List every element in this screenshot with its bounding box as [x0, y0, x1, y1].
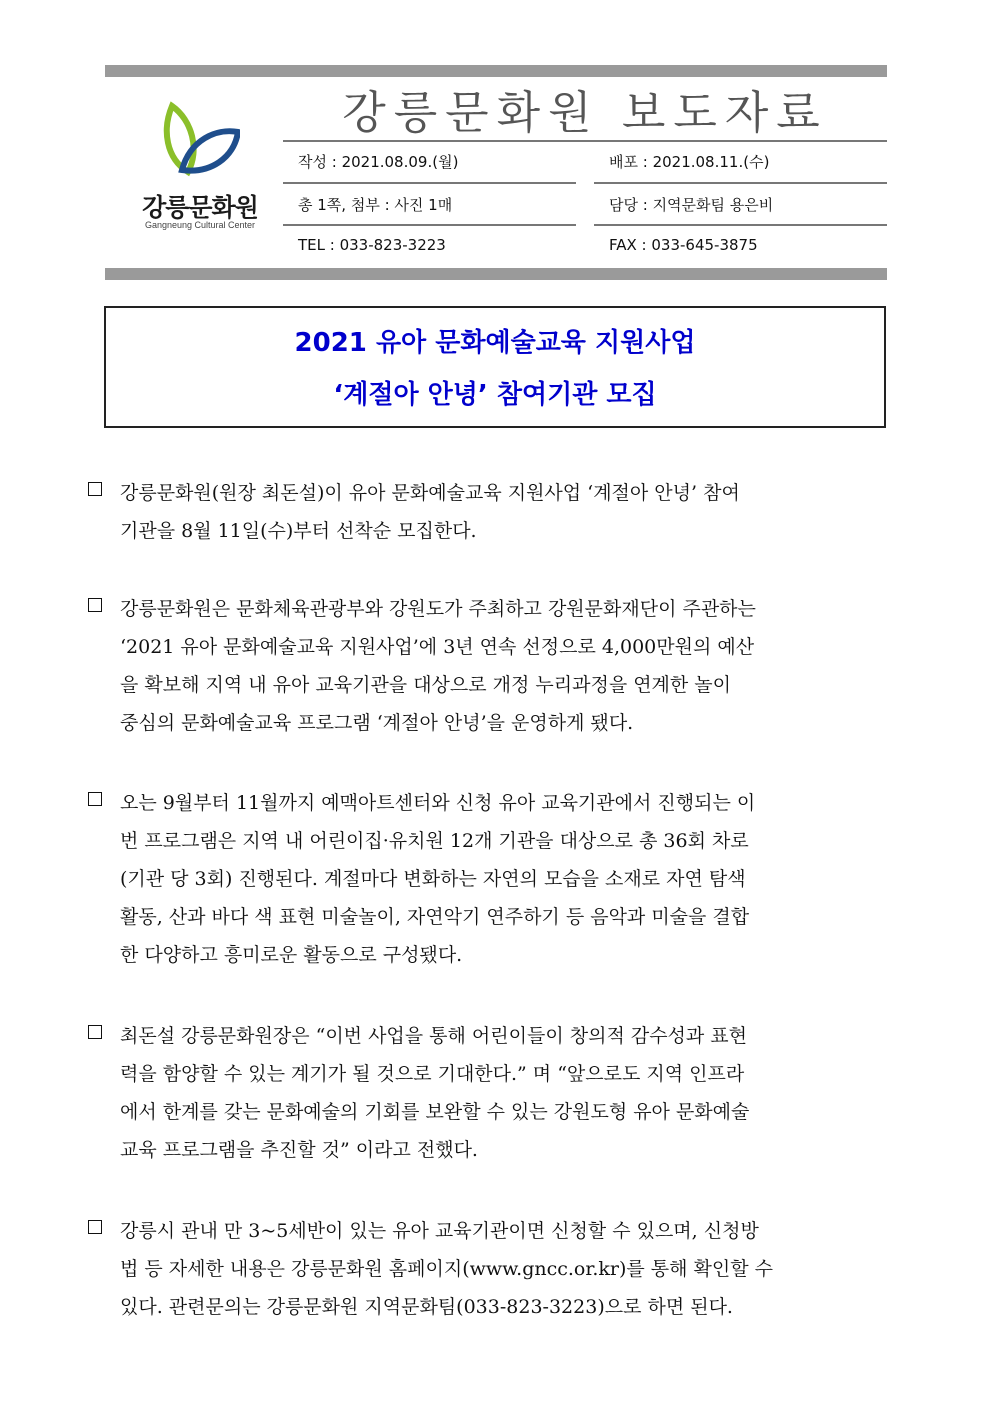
paragraph-line: 오는 9월부터 11월까지 예맥아트센터와 신청 유아 교육기관에서 진행되는 이	[120, 792, 756, 814]
paragraph-line: (기관 당 3회) 진행된다. 계절마다 변화하는 자연의 모습을 소재로 자연 탐색	[120, 868, 746, 890]
checkbox-bullet-icon	[88, 1220, 102, 1234]
divider	[283, 182, 576, 184]
divider	[283, 140, 887, 142]
paragraph-line: 법 등 자세한 내용은 강릉문화원 홈페이지(www.gncc.or.kr)를 통해 확인할 수	[120, 1258, 774, 1280]
paragraph-line: 번 프로그램은 지역 내 어린이집·유치원 12개 기관을 대상으로 총 36회 차로	[120, 830, 749, 852]
header-bottom-bar	[105, 268, 887, 280]
checkbox-bullet-icon	[88, 598, 102, 612]
tel-number: TEL : 033-823-3223	[298, 236, 446, 254]
paragraph-line: 있다. 관련문의는 강릉문화원 지역문화팀(033-823-3223)으로 하면 된다.	[120, 1296, 733, 1318]
paragraph-line: 을 확보해 지역 내 유아 교육기관을 대상으로 개정 누리과정을 연계한 놀이	[120, 674, 732, 696]
paragraph-line: 에서 한계를 갖는 문화예술의 기회를 보완할 수 있는 강원도형 유아 문화예술	[120, 1101, 750, 1123]
logo-subtitle: Gangneung Cultural Center	[144, 220, 256, 230]
page-count: 총 1쪽, 첨부 : 사진 1매	[298, 196, 453, 214]
checkbox-bullet-icon	[88, 792, 102, 806]
document-title: 강릉문화원 보도자료	[342, 86, 828, 139]
checkbox-bullet-icon	[88, 1025, 102, 1039]
paragraph-line: ‘2021 유아 문화예술교육 지원사업’에 3년 연속 선정으로 4,000만원의 예산	[120, 636, 755, 658]
written-date: 작성 : 2021.08.09.(월)	[298, 153, 459, 171]
paragraph-line: 한 다양하고 흥미로운 활동으로 구성됐다.	[120, 944, 463, 966]
divider	[594, 182, 887, 184]
checkbox-bullet-icon	[88, 482, 102, 496]
paragraph-line: 최돈설 강릉문화원장은 “이번 사업을 통해 어린이들이 창의적 감수성과 표현	[120, 1025, 748, 1047]
contact-person: 담당 : 지역문화팀 용은비	[609, 196, 774, 214]
logo-name: 강릉문화원	[142, 193, 258, 222]
divider	[283, 224, 576, 226]
headline-line-1: 2021 유아 문화예술교육 지원사업	[294, 328, 696, 358]
paragraph-line: 강릉문화원은 문화체육관광부와 강원도가 주최하고 강원문화재단이 주관하는	[120, 598, 756, 620]
paragraph-line: 중심의 문화예술교육 프로그램 ‘계절아 안녕’을 운영하게 됐다.	[120, 712, 634, 734]
paragraph-line: 력을 함양할 수 있는 계기가 될 것으로 기대한다.” 며 “앞으로도 지역 인프라	[120, 1063, 745, 1085]
divider	[594, 224, 887, 226]
paragraph-line: 활동, 산과 바다 색 표현 미술놀이, 자연악기 연주하기 등 음악과 미술을 결합	[120, 906, 750, 928]
paragraph-line: 강릉문화원(원장 최돈설)이 유아 문화예술교육 지원사업 ‘계절아 안녕’ 참여	[120, 482, 740, 504]
logo	[120, 100, 280, 240]
headline-line-2: ‘계절아 안녕’ 참여기관 모집	[333, 380, 657, 410]
headline-box	[104, 306, 886, 428]
fax-number: FAX : 033-645-3875	[609, 236, 758, 254]
paragraph-line: 교육 프로그램을 추진할 것” 이라고 전했다.	[120, 1139, 478, 1161]
paragraph-line: 기관을 8월 11일(수)부터 선착순 모집한다.	[120, 520, 477, 542]
leaf-logo-icon	[160, 100, 240, 190]
paragraph-line: 강릉시 관내 만 3~5세반이 있는 유아 교육기관이면 신청할 수 있으며, 신청방	[120, 1220, 759, 1242]
distribution-date: 배포 : 2021.08.11.(수)	[609, 153, 770, 171]
